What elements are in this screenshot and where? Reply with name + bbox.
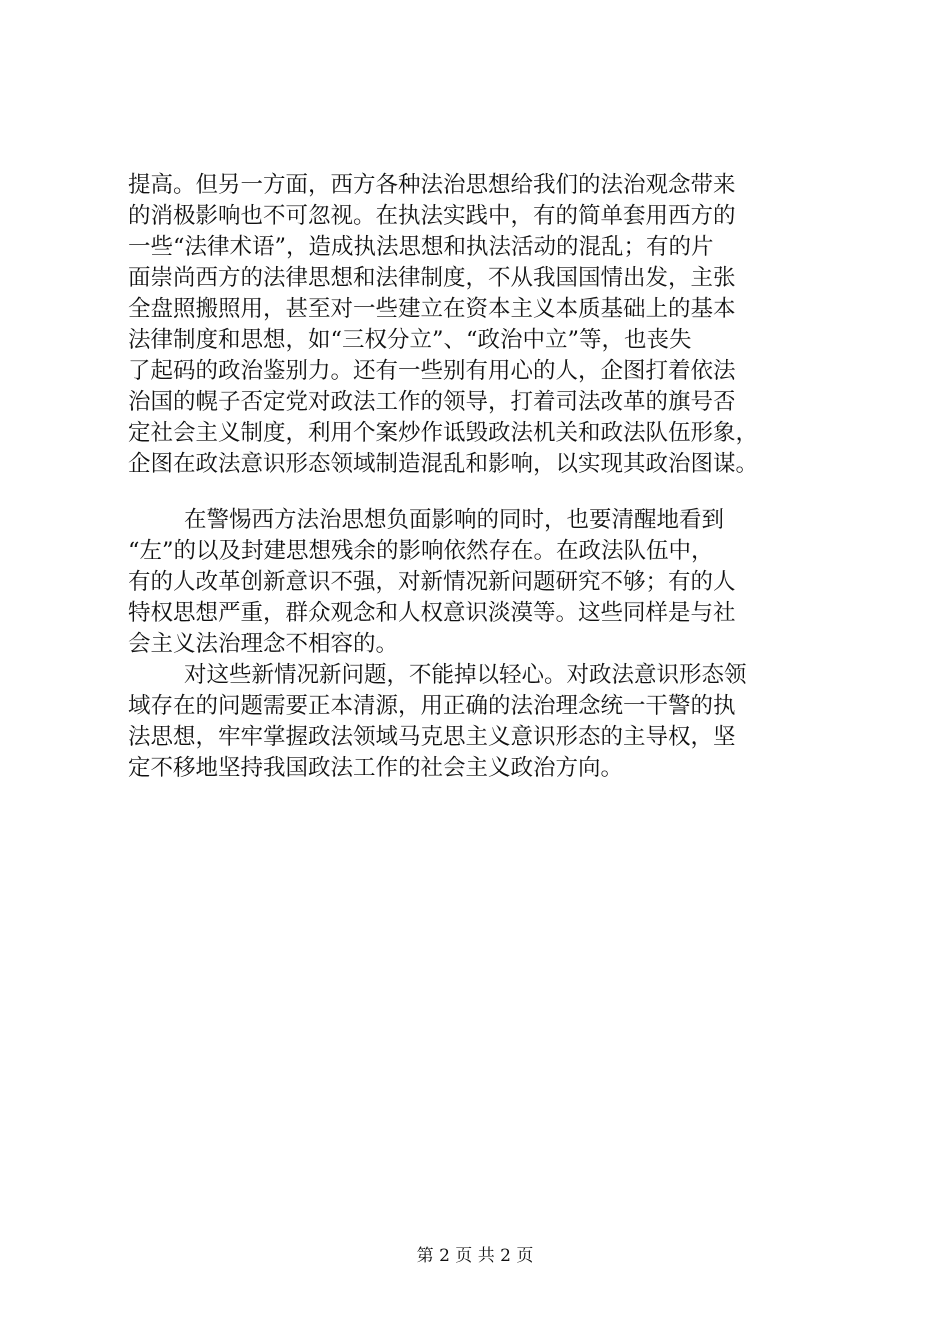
text-line: 治国的幌子否定党对政法工作的领导，打着司法改革的旗号否	[128, 389, 736, 415]
text-line: 会主义法治理念不相容的。	[128, 631, 399, 657]
text-line: 有的人改革创新意识不强，对新情况新问题研究不够；有的人	[128, 569, 736, 595]
text-line: 提高。但另一方面，西方各种法治思想给我们的法治观念带来	[128, 172, 736, 198]
text-line: 了起码的政治鉴别力。还有一些别有用心的人，企图打着依法	[128, 358, 736, 384]
paragraph-2	[128, 505, 848, 660]
text-line: 对这些新情况新问题，不能掉以轻心。对政法意识形态领	[184, 662, 747, 688]
text-line: 的消极影响也不可忽视。在执法实践中，有的简单套用西方的	[128, 203, 736, 229]
paragraph-3	[128, 660, 848, 784]
text-line: 域存在的问题需要正本清源，用正确的法治理念统一干警的执	[128, 693, 736, 719]
text-line: 面崇尚西方的法律思想和法律制度，不从我国国情出发，主张	[128, 265, 736, 291]
text-line: 一些“法律术语”，造成执法思想和执法活动的混乱；有的片	[128, 234, 714, 260]
text-line: 全盘照搬照用，甚至对一些建立在资本主义本质基础上的基本	[128, 296, 736, 322]
text-line: 定社会主义制度，利用个案炒作诋毁政法机关和政法队伍形象，	[128, 420, 759, 446]
page-number-footer: 第 2 页 共 2 页	[416, 1246, 534, 1266]
text-line: “左”的以及封建思想残余的影响依然存在。在政法队伍中，	[128, 538, 714, 564]
text-line: 特权思想严重，群众观念和人权意识淡漠等。这些同样是与社	[128, 600, 736, 626]
text-line: 法律制度和思想，如“三权分立”、“政治中立”等，也丧失	[128, 327, 692, 353]
text-line: 定不移地坚持我国政法工作的社会主义政治方向。	[128, 755, 624, 781]
text-line: 法思想，牢牢掌握政法领域马克思主义意识形态的主导权，坚	[128, 724, 736, 750]
paragraph-spacer	[128, 480, 848, 505]
text-line: 在警惕西方法治思想负面影响的同时，也要清醒地看到	[184, 507, 725, 533]
text-line: 企图在政法意识形态领域制造混乱和影响，以实现其政治图谋。	[128, 451, 759, 477]
document-body	[128, 170, 848, 784]
paragraph-1	[128, 170, 848, 480]
